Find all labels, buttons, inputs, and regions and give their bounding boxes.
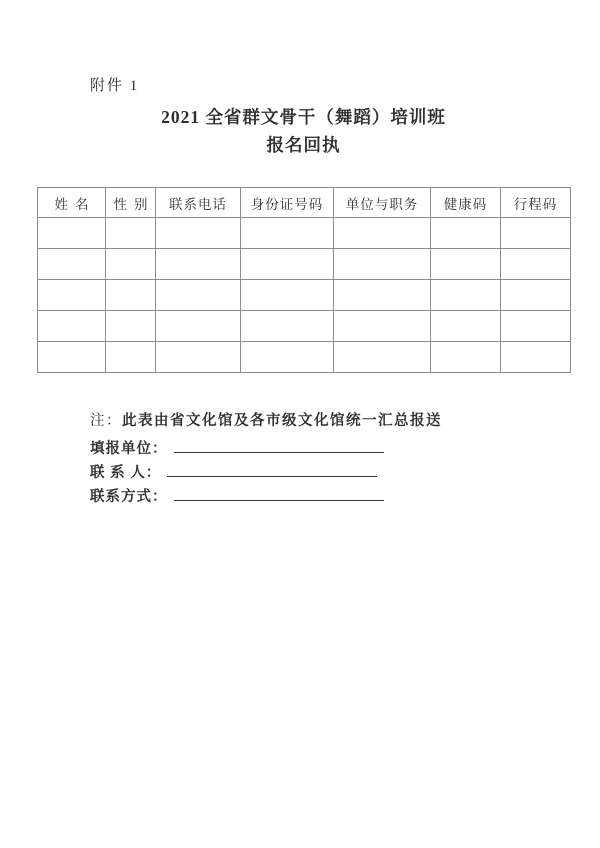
header-cell-name: 姓名 bbox=[38, 188, 106, 218]
body-cell bbox=[38, 311, 106, 342]
header-cell-phone: 联系电话 bbox=[156, 188, 241, 218]
body-cell bbox=[156, 311, 241, 342]
body-cell bbox=[431, 249, 501, 280]
fill-in-line-contact-method bbox=[174, 486, 384, 501]
form-title-line2: 报名回执 bbox=[266, 135, 341, 155]
note-line bbox=[90, 409, 442, 430]
body-cell bbox=[501, 249, 571, 280]
body-cell bbox=[156, 342, 241, 373]
table-body bbox=[38, 218, 571, 373]
table-row bbox=[38, 342, 571, 373]
body-cell bbox=[431, 342, 501, 373]
table-row bbox=[38, 249, 571, 280]
field-row-contact-method bbox=[90, 485, 384, 506]
fill-in-line-reporting-unit bbox=[174, 438, 384, 453]
body-cell bbox=[334, 342, 431, 373]
body-cell bbox=[431, 218, 501, 249]
table-header-row bbox=[38, 188, 571, 218]
body-cell bbox=[241, 280, 334, 311]
field-label-contact-person: 联 系 人： bbox=[90, 465, 162, 481]
body-cell bbox=[38, 249, 106, 280]
header-cell-travel-code: 行程码 bbox=[501, 188, 571, 218]
registration-table bbox=[37, 187, 571, 373]
field-row-contact-person bbox=[90, 461, 377, 482]
body-cell bbox=[334, 249, 431, 280]
body-cell bbox=[501, 218, 571, 249]
body-cell bbox=[431, 311, 501, 342]
body-cell bbox=[241, 311, 334, 342]
header-cell-unit-title: 单位与职务 bbox=[334, 188, 431, 218]
fill-in-line-contact-person bbox=[167, 462, 377, 477]
body-cell bbox=[106, 249, 156, 280]
table-row bbox=[38, 311, 571, 342]
body-cell bbox=[106, 280, 156, 311]
form-title-line1: 2021 全省群文骨干（舞蹈）培训班 bbox=[161, 107, 446, 127]
field-label-reporting-unit: 填报单位： bbox=[90, 441, 168, 457]
body-cell bbox=[106, 218, 156, 249]
field-label-contact-method: 联系方式： bbox=[90, 489, 168, 505]
table-row bbox=[38, 280, 571, 311]
header-cell-gender: 性别 bbox=[106, 188, 156, 218]
body-cell bbox=[38, 218, 106, 249]
body-cell bbox=[241, 249, 334, 280]
body-cell bbox=[241, 218, 334, 249]
body-cell bbox=[156, 249, 241, 280]
body-cell bbox=[334, 218, 431, 249]
body-cell bbox=[334, 311, 431, 342]
header-cell-health-code: 健康码 bbox=[431, 188, 501, 218]
table-row bbox=[38, 218, 571, 249]
body-cell bbox=[241, 342, 334, 373]
field-row-reporting-unit bbox=[90, 437, 384, 458]
body-cell bbox=[38, 280, 106, 311]
header-cell-id-number: 身份证号码 bbox=[241, 188, 334, 218]
body-cell bbox=[501, 280, 571, 311]
body-cell bbox=[501, 311, 571, 342]
attachment-label: 附件 1 bbox=[90, 78, 140, 94]
body-cell bbox=[501, 342, 571, 373]
body-cell bbox=[334, 280, 431, 311]
note-text: 此表由省文化馆及各市级文化馆统一汇总报送 bbox=[122, 413, 442, 429]
note-prefix: 注： bbox=[90, 413, 122, 429]
body-cell bbox=[431, 280, 501, 311]
body-cell bbox=[156, 280, 241, 311]
body-cell bbox=[156, 218, 241, 249]
body-cell bbox=[106, 342, 156, 373]
body-cell bbox=[38, 342, 106, 373]
body-cell bbox=[106, 311, 156, 342]
